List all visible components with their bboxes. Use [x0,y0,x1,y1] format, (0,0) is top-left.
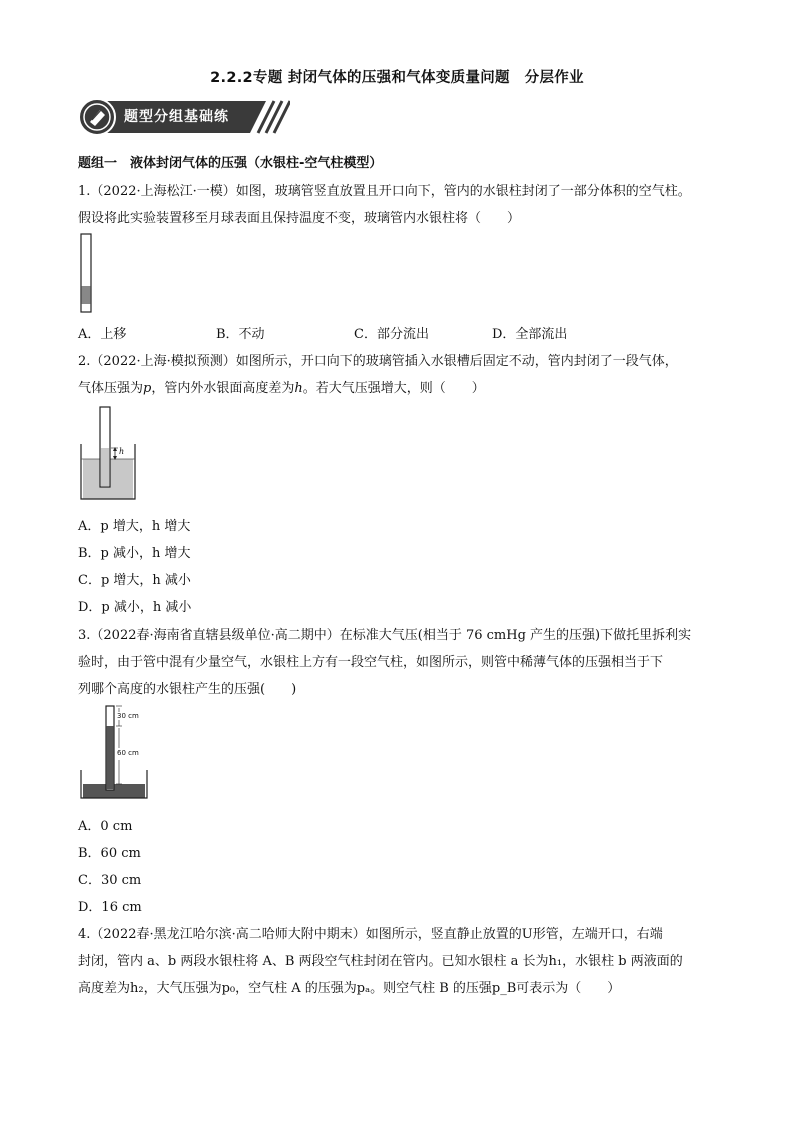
q3-option-d: D．16 cm [78,900,142,915]
q1-option-a: A．上移 [78,327,127,342]
q4-line3: 高度差为h₂，大气压强为p₀，空气柱 A 的压强为pₐ。则空气柱 B 的压强p_B可表示为（ ） [78,981,621,996]
q3-line2: 验时，由于管中混有少量空气，水银柱上方有一段空气柱，如图所示，则管中稀薄气体的压强相当于下 [78,655,664,670]
q4-line1: 4.（2022春·黑龙江哈尔滨·高二哈师大附中期末）如图所示，竖直静止放置的U形管，左端开口，右端 [78,927,663,942]
q2-figure-trough [78,404,138,502]
banner-label: 题型分组基础练 [124,109,229,125]
q3-option-c: C．30 cm [78,873,142,888]
q2-var-p: p [143,381,152,396]
q4-line2: 封闭，管内 a、b 两段水银柱将 A、B 两段空气柱封闭在管内。已知水银柱 a 长为h₁，水银柱 b 两液面的 [78,954,683,969]
q2-option-d: D．p 减小，h 减小 [78,600,192,615]
q2-line2-b: ，管内外水银面高度差为 [151,381,295,396]
q1-figure-tube [78,232,98,314]
q2-option-b: B．p 减小，h 增大 [78,546,191,561]
q2-line1: 2.（2022·上海·模拟预测）如图所示，开口向下的玻璃管插入水银槽后固定不动，管内封闭了一段气体， [78,354,678,369]
q3-line3: 列哪个高度的水银柱产生的压强( ) [78,682,297,697]
q1-line2: 假设将此实验装置移至月球表面且保持温度不变，玻璃管内水银柱将（ ） [78,211,521,226]
q2-var-h: h [294,381,303,396]
page-title: 2.2.2专题 封闭气体的压强和气体变质量问题 分层作业 [210,70,584,86]
section-banner [78,98,290,136]
q2-option-c: C．p 增大，h 减小 [78,573,191,588]
group-heading: 题组一 液体封闭气体的压强（水银柱-空气柱模型） [78,156,383,171]
q3-option-b: B．60 cm [78,846,141,861]
q3-option-a: A．0 cm [78,819,133,834]
q1-option-b: B．不动 [216,327,265,342]
q2-option-a: A．p 增大，h 增大 [78,519,191,534]
q1-option-c: C．部分流出 [354,327,429,342]
q1-line1: 1.（2022·上海松江·一模）如图，玻璃管竖直放置且开口向下，管内的水银柱封闭了一部分体积的空气柱。 [78,184,691,199]
q2-line2 [78,377,485,396]
q3-figure-label-30: 30 cm [117,712,139,720]
q2-line2-a: 气体压强为 [78,381,144,396]
q3-figure-label-60: 60 cm [117,749,139,757]
q2-line2-c: 。若大气压强增大，则（ ） [302,381,485,396]
q3-line1: 3.（2022春·海南省直辖县级单位·高二期中）在标准大气压(相当于 76 cmHg 产生的压强)下做托里拆利实 [78,628,692,643]
q2-figure-h-label: h [119,447,125,456]
q1-option-d: D．全部流出 [492,327,568,342]
